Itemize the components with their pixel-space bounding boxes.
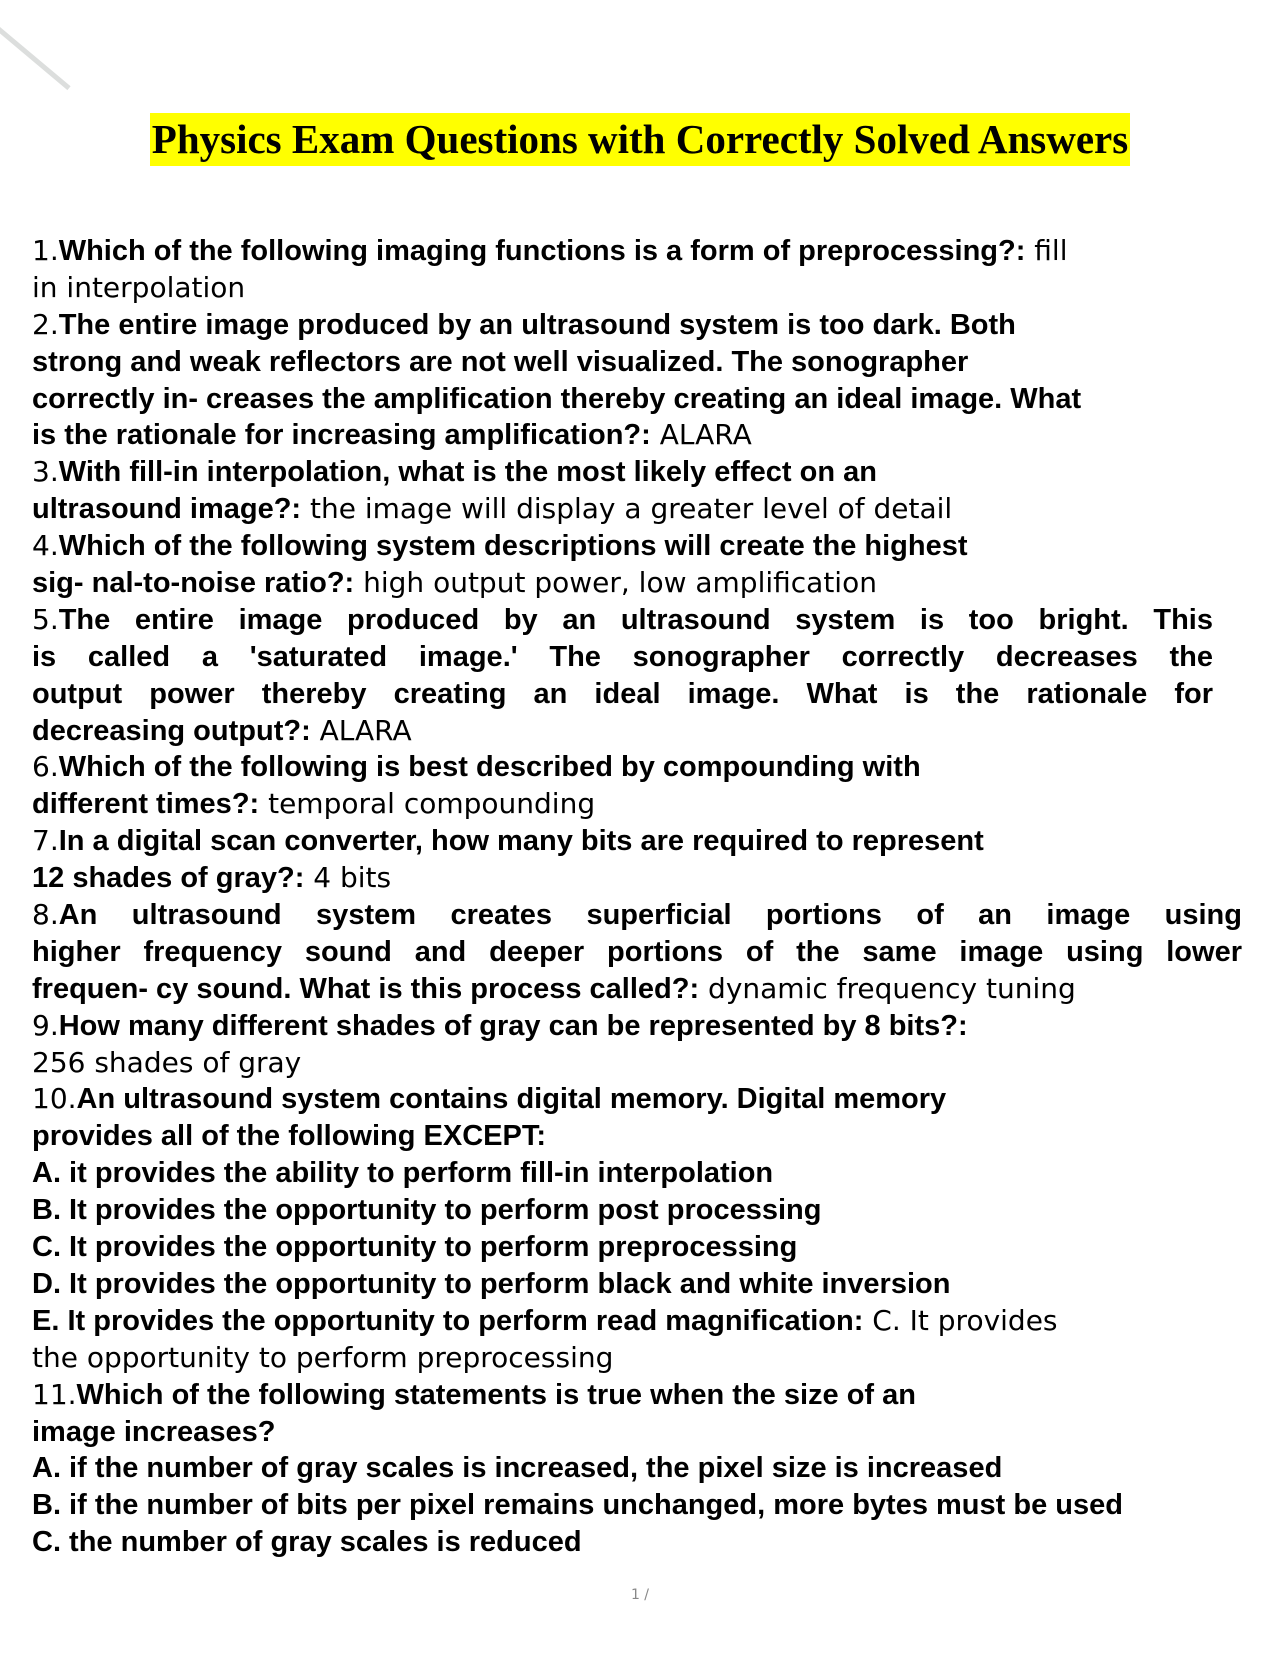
question-number: 2. [32, 307, 59, 341]
question-text: D. It provides the opportunity to perform black and white inversion [32, 1267, 951, 1300]
question-9-line [32, 1008, 1272, 1045]
question-text: Which of the following imaging functions is a form of preprocessing?: [58, 235, 1026, 267]
title-container [0, 113, 1280, 166]
question-number: 6. [32, 750, 59, 784]
question-10-line [32, 1266, 1272, 1303]
question-list [32, 233, 1272, 1561]
question-number: 5. [32, 602, 59, 636]
question-number: 4. [32, 529, 59, 563]
answer-text: in interpolation [32, 270, 246, 304]
question-text: higher frequency sound and deeper portions of the same image using lower [32, 935, 1242, 968]
question-text: strong and weak reflectors are not well visualized. The sonographer [32, 345, 969, 378]
page-corner-mark [0, 22, 71, 90]
answer-text: fill [1025, 234, 1068, 267]
question-number: 8. [32, 898, 59, 932]
question-7-line [32, 823, 1272, 860]
question-text: ultrasound image?: [32, 493, 302, 526]
answer-text: the image will display a greater level of detail [301, 492, 953, 526]
question-10-line [32, 1303, 1272, 1340]
question-number: 1. [32, 234, 59, 267]
question-text: image increases? [32, 1415, 276, 1448]
question-text: The entire image produced by an ultrasound system is too bright. This [58, 603, 1213, 636]
question-6-line [32, 749, 1272, 786]
question-11-line [32, 1487, 1272, 1524]
question-text: How many different shades of gray can be represented by 8 bits?: [58, 1009, 968, 1042]
question-8-line [32, 934, 1242, 971]
question-text: is called a 'saturated image.' The sonographer correctly decreases the [32, 640, 1213, 673]
question-4-line [32, 528, 1272, 565]
question-10-line [32, 1229, 1272, 1266]
question-text: A. if the number of gray scales is increased, the pixel size is increased [32, 1452, 1003, 1485]
question-2-line [32, 381, 1272, 418]
question-6-line [32, 786, 1272, 823]
question-text: In a digital scan converter, how many bits are required to represent [58, 825, 984, 858]
question-8-line [32, 971, 1272, 1008]
question-text: The entire image produced by an ultrasound system is too dark. Both [58, 308, 1016, 341]
page-number: 1 / [630, 1587, 650, 1603]
question-number: 3. [32, 455, 59, 489]
question-text: correctly in- creases the amplification thereby creating an ideal image. What [32, 382, 1082, 415]
question-text: B. It provides the opportunity to perform post processing [32, 1194, 822, 1227]
question-text: B. if the number of bits per pixel remains unchanged, more bytes must be used [32, 1489, 1123, 1522]
question-11-line [32, 1414, 1272, 1451]
question-number: 11. [32, 1377, 77, 1411]
question-number: 7. [32, 824, 59, 858]
question-9-line [32, 1045, 1272, 1082]
answer-text: the opportunity to perform preprocessing [32, 1340, 614, 1374]
question-3-line [32, 454, 1272, 491]
question-text: 12 shades of gray?: [32, 862, 305, 895]
question-5-line [32, 639, 1213, 676]
answer-text: dynamic frequency tuning [699, 971, 1076, 1005]
answer-text: 4 bits [304, 861, 392, 895]
question-1-line [32, 270, 1272, 307]
question-text: An ultrasound system creates superficial portions of an image using [58, 899, 1242, 932]
question-text: frequen- cy sound. What is this process called?: [32, 972, 700, 1005]
document-title: Physics Exam Questions with Correctly Solved Answers [150, 113, 1130, 166]
question-text: E. It provides the opportunity to perform read magnification: [32, 1304, 864, 1337]
answer-text: ALARA [650, 418, 752, 452]
question-10-line [32, 1118, 1272, 1155]
question-2-line [32, 307, 1272, 344]
question-text: With fill-in interpolation, what is the most likely effect on an [58, 456, 877, 489]
question-5-line [32, 602, 1213, 639]
question-text: C. the number of gray scales is reduced [32, 1526, 582, 1559]
question-2-line [32, 417, 1272, 454]
question-text: different times?: [32, 788, 260, 821]
question-11-line [32, 1524, 1272, 1561]
question-text: C. It provides the opportunity to perform preprocessing [32, 1231, 798, 1264]
answer-text: temporal compounding [259, 787, 596, 821]
question-text: A. it provides the ability to perform fill-in interpolation [32, 1157, 774, 1190]
answer-text: high output power, low amplification [354, 566, 877, 600]
question-number: 9. [32, 1008, 59, 1042]
question-text: output power thereby creating an ideal image. What is the rationale for [32, 677, 1213, 710]
question-10-line [32, 1192, 1272, 1229]
question-4-line [32, 565, 1272, 602]
question-text: provides all of the following EXCEPT: [32, 1120, 546, 1153]
question-7-line [32, 860, 1272, 897]
question-10-line [32, 1155, 1272, 1192]
answer-text: 256 shades of gray [32, 1045, 302, 1079]
question-text: decreasing output?: [32, 714, 311, 747]
question-11-line [32, 1377, 1272, 1414]
question-5-line [32, 713, 1272, 750]
question-text: An ultrasound system contains digital memory. Digital memory [76, 1083, 947, 1116]
question-text: Which of the following statements is true when the size of an [76, 1378, 916, 1411]
question-number: 10. [32, 1082, 77, 1116]
question-1-line [32, 233, 1272, 270]
question-3-line [32, 491, 1272, 528]
question-2-line [32, 344, 1272, 381]
question-10-line [32, 1340, 1272, 1377]
question-text: sig- nal-to-noise ratio?: [32, 567, 355, 600]
answer-text: C. It provides [863, 1303, 1058, 1337]
question-5-line [32, 676, 1213, 713]
answer-text: ALARA [310, 713, 412, 747]
question-10-line [32, 1081, 1272, 1118]
question-text: Which of the following system descriptions will create the highest [58, 530, 968, 563]
question-text: is the rationale for increasing amplification?: [32, 419, 651, 452]
question-11-line [32, 1450, 1272, 1487]
question-text: Which of the following is best described by compounding with [58, 751, 921, 784]
question-8-line [32, 897, 1242, 934]
